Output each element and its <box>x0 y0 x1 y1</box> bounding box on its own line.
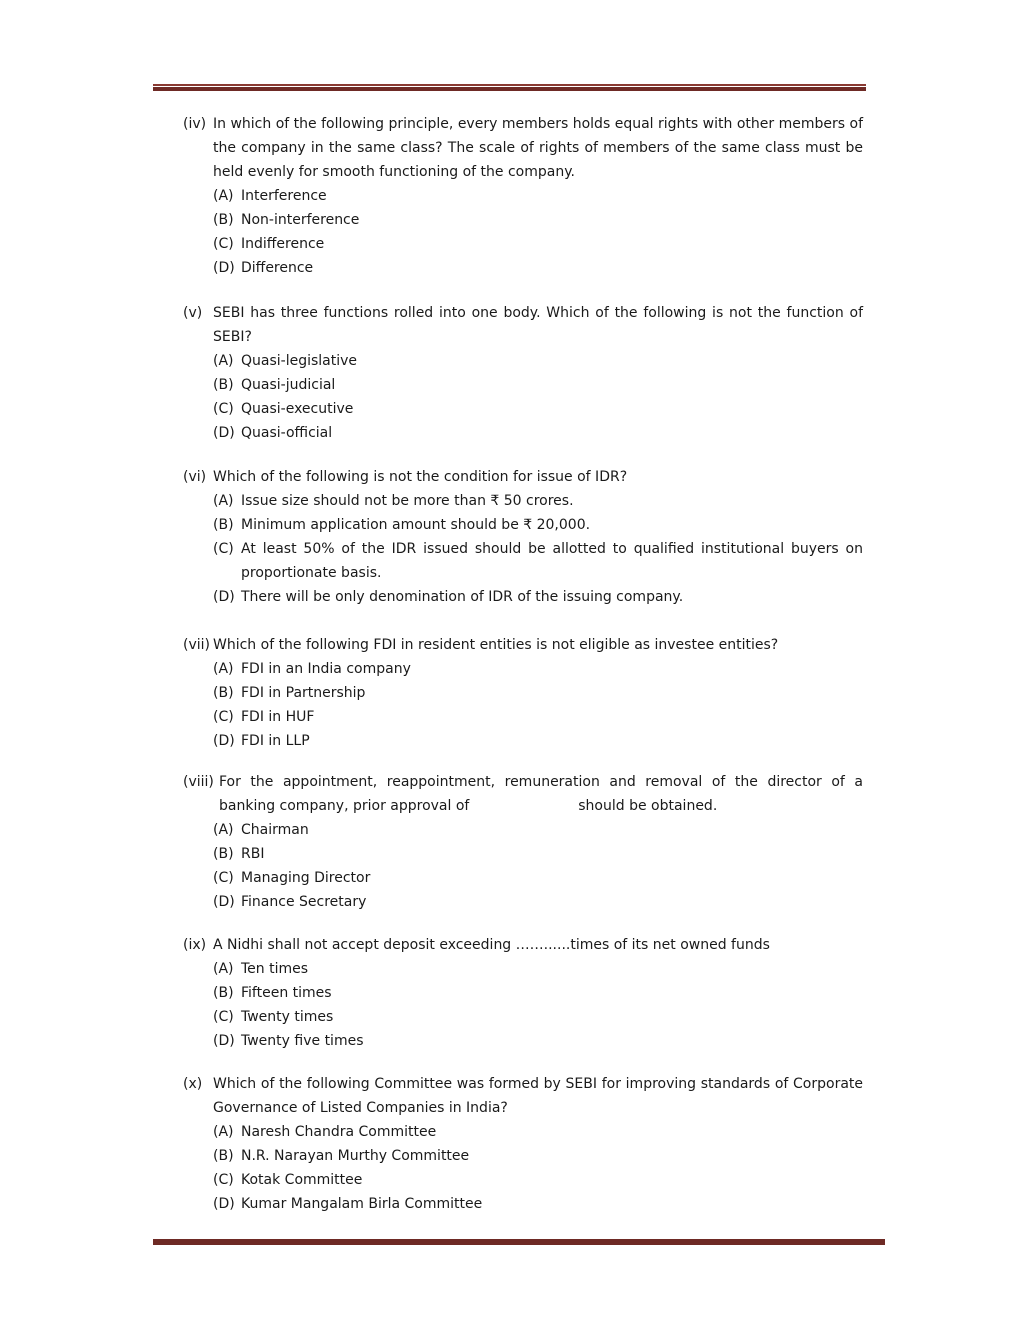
option-text: Kotak Committee <box>241 1172 363 1188</box>
option-text: Non-interference <box>241 212 360 228</box>
question-number: (x) <box>183 1076 203 1092</box>
option-text: RBI <box>241 846 265 862</box>
option-label: (A) <box>213 188 234 204</box>
question-text: SEBI has three functions rolled into one body. Which of the following is not the function of SEBI? <box>213 305 863 345</box>
option-c <box>213 537 863 585</box>
option-label: (B) <box>213 212 234 228</box>
question-v <box>183 301 863 445</box>
option-label: (D) <box>213 1033 235 1049</box>
option-list <box>213 184 863 280</box>
option-label: (B) <box>213 985 234 1001</box>
question-iv <box>183 112 863 280</box>
option-label: (A) <box>213 822 234 838</box>
option-d <box>213 1192 863 1216</box>
option-d <box>213 256 863 280</box>
question-number: (v) <box>183 305 203 321</box>
option-b <box>213 208 863 232</box>
question-number: (viii) <box>183 774 214 790</box>
option-text: Managing Director <box>241 870 371 886</box>
option-a <box>213 957 863 981</box>
question-text: Which of the following FDI in resident entities is not eligible as investee entities? <box>213 637 779 653</box>
option-text: FDI in Partnership <box>241 685 366 701</box>
footer-rule <box>153 1239 885 1245</box>
option-label: (D) <box>213 260 235 276</box>
option-c <box>213 397 863 421</box>
option-d <box>213 1029 863 1053</box>
option-list <box>213 349 863 445</box>
option-text: Difference <box>241 260 314 276</box>
question-number: (vii) <box>183 637 210 653</box>
option-a <box>213 489 863 513</box>
option-text: Quasi-judicial <box>241 377 336 393</box>
question-vii <box>183 633 863 753</box>
option-c <box>213 1168 863 1192</box>
option-label: (B) <box>213 517 234 533</box>
option-text: FDI in HUF <box>241 709 315 725</box>
option-c <box>213 866 863 890</box>
question-number: (vi) <box>183 469 207 485</box>
option-a <box>213 1120 863 1144</box>
question-ix <box>183 933 863 1053</box>
option-text: Naresh Chandra Committee <box>241 1124 437 1140</box>
option-label: (C) <box>213 236 234 252</box>
option-d <box>213 729 863 753</box>
option-label: (A) <box>213 493 234 509</box>
option-list <box>213 489 863 609</box>
option-text: Ten times <box>241 961 309 977</box>
option-text: Fifteen times <box>241 985 332 1001</box>
option-label: (C) <box>213 709 234 725</box>
option-text: Minimum application amount should be ₹ 20,000. <box>241 517 591 533</box>
question-text: In which of the following principle, every members holds equal rights with other members of the company in the same class? The scale of rights of members of the same class must be held evenly for smooth functioning of the company. <box>213 116 863 180</box>
option-label: (D) <box>213 425 235 441</box>
option-c <box>213 705 863 729</box>
option-label: (A) <box>213 661 234 677</box>
option-b <box>213 981 863 1005</box>
option-b <box>213 373 863 397</box>
option-a <box>213 818 863 842</box>
option-text: Interference <box>241 188 327 204</box>
option-c <box>213 232 863 256</box>
option-label: (A) <box>213 961 234 977</box>
option-label: (C) <box>213 1009 234 1025</box>
question-text: A Nidhi shall not accept deposit exceeding ……......times of its net owned funds <box>213 937 770 953</box>
option-label: (B) <box>213 685 234 701</box>
option-label: (B) <box>213 846 234 862</box>
option-text: At least 50% of the IDR issued should be allotted to qualified institutional buyers on proportionate basis. <box>241 541 863 581</box>
option-list <box>213 1120 863 1216</box>
option-text: There will be only denomination of IDR of the issuing company. <box>241 589 684 605</box>
option-b <box>213 842 863 866</box>
option-label: (D) <box>213 894 235 910</box>
option-d <box>213 585 863 609</box>
option-list <box>213 957 863 1053</box>
option-text: Indifference <box>241 236 325 252</box>
option-a <box>213 657 863 681</box>
option-c <box>213 1005 863 1029</box>
question-number: (ix) <box>183 937 207 953</box>
option-label: (A) <box>213 1124 234 1140</box>
option-text: FDI in an India company <box>241 661 411 677</box>
option-label: (B) <box>213 377 234 393</box>
option-b <box>213 681 863 705</box>
option-label: (D) <box>213 733 235 749</box>
option-label: (C) <box>213 1172 234 1188</box>
question-text <box>219 770 863 818</box>
option-b <box>213 1144 863 1168</box>
question-text-after-blank: should be obtained. <box>578 798 718 814</box>
option-b <box>213 513 863 537</box>
option-text: N.R. Narayan Murthy Committee <box>241 1148 470 1164</box>
question-number: (iv) <box>183 116 207 132</box>
option-a <box>213 184 863 208</box>
header-rule-thick <box>153 87 866 91</box>
option-list <box>213 818 863 914</box>
option-text: Issue size should not be more than ₹ 50 crores. <box>241 493 574 509</box>
option-label: (D) <box>213 1196 235 1212</box>
option-list <box>213 657 863 753</box>
option-label: (B) <box>213 1148 234 1164</box>
option-text: FDI in LLP <box>241 733 310 749</box>
option-text: Finance Secretary <box>241 894 367 910</box>
option-label: (A) <box>213 353 234 369</box>
question-viii <box>183 770 863 914</box>
option-a <box>213 349 863 373</box>
option-text: Quasi-executive <box>241 401 354 417</box>
question-x <box>183 1072 863 1216</box>
option-text: Quasi-official <box>241 425 333 441</box>
option-d <box>213 890 863 914</box>
option-text: Kumar Mangalam Birla Committee <box>241 1196 483 1212</box>
question-text-before-blank: For the appointment, reappointment, remuneration and removal of the director of a banking company, prior approval of <box>219 774 863 814</box>
option-label: (D) <box>213 589 235 605</box>
option-d <box>213 421 863 445</box>
question-text: Which of the following is not the condition for issue of IDR? <box>213 469 628 485</box>
question-text: Which of the following Committee was formed by SEBI for improving standards of Corporate Governance of Listed Companies in India? <box>213 1076 863 1116</box>
option-text: Twenty times <box>241 1009 334 1025</box>
option-text: Twenty five times <box>241 1033 364 1049</box>
option-text: Quasi-legislative <box>241 353 358 369</box>
option-text: Chairman <box>241 822 309 838</box>
option-label: (C) <box>213 541 234 557</box>
option-label: (C) <box>213 870 234 886</box>
option-label: (C) <box>213 401 234 417</box>
question-vi <box>183 465 863 609</box>
header-rule-thin <box>153 84 866 86</box>
